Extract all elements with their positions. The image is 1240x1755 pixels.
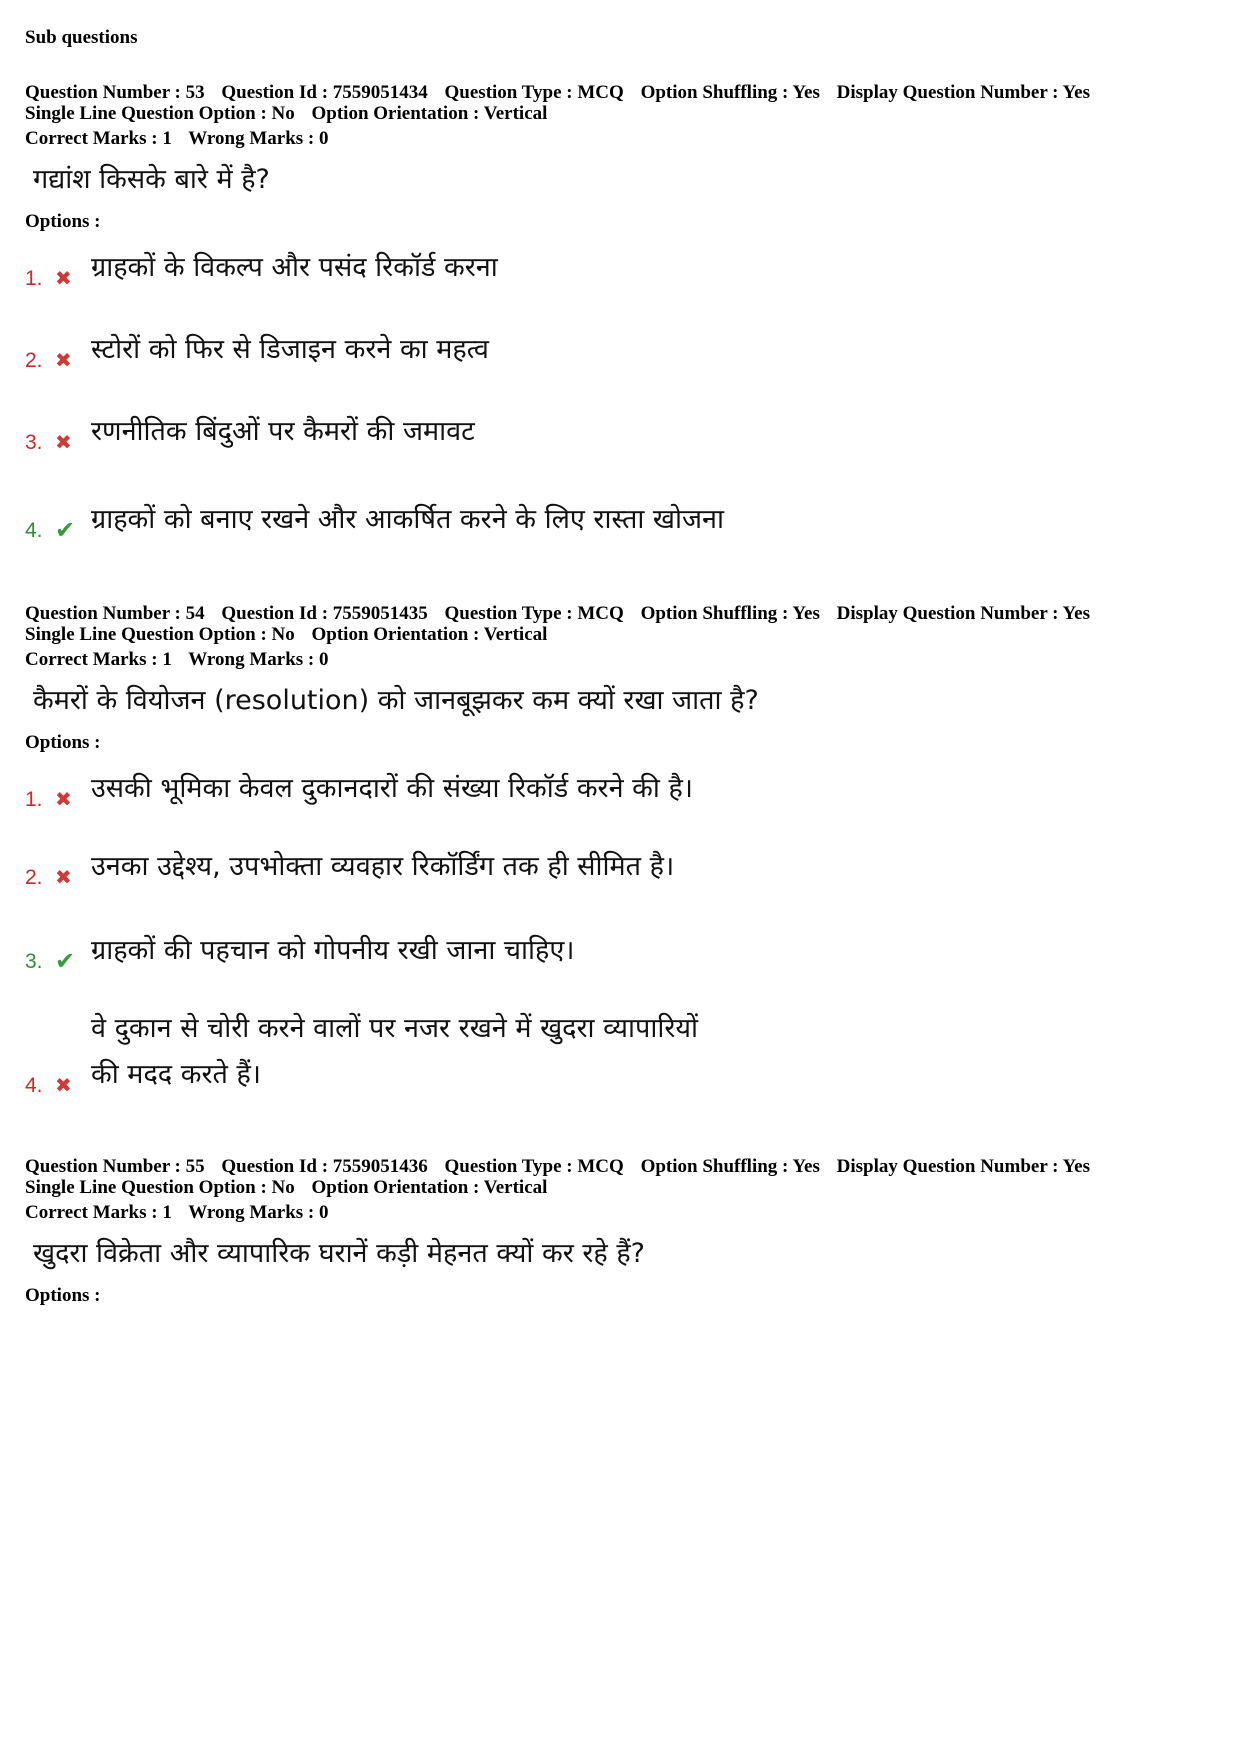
question-marks-line xyxy=(25,1202,1215,1223)
meta-orientation: Option Orientation : Vertical xyxy=(311,624,548,645)
option-number: 3. xyxy=(25,950,43,973)
option-2 xyxy=(25,844,1215,892)
check-icon: ✔ xyxy=(55,518,76,544)
question-54 xyxy=(25,603,1215,1100)
question-text: खुदरा विक्रेता और व्यापारिक घरानें कड़ी मेहनत क्यों कर रहे हैं? xyxy=(33,1238,645,1269)
option-number: 4. xyxy=(25,519,43,542)
meta-single-line: Single Line Question Option : No xyxy=(25,1177,295,1198)
question-53 xyxy=(25,82,1215,545)
meta-display-number: Display Question Number : Yes xyxy=(836,82,1090,103)
cross-icon: ✖ xyxy=(55,350,72,372)
cross-icon: ✖ xyxy=(55,432,72,454)
option-4 xyxy=(25,497,1215,545)
option-text: वे दुकान से चोरी करने वालों पर नजर रखने में खुदरा व्यापारियों की मदद करते हैं। xyxy=(91,1013,699,1090)
check-icon: ✔ xyxy=(55,949,76,975)
question-meta-line xyxy=(25,103,1215,124)
option-1 xyxy=(25,245,1215,293)
option-text: ग्राहकों को बनाए रखने और आकर्षित करने के लिए रास्ता खोजना xyxy=(91,504,725,535)
document-page xyxy=(25,24,1215,1319)
question-meta-line xyxy=(25,1156,1215,1177)
question-marks-line xyxy=(25,649,1215,670)
option-text: उनका उद्देश्य, उपभोक्ता व्यवहार रिकॉर्डिंग तक ही सीमित है। xyxy=(91,851,675,882)
question-text: गद्यांश किसके बारे में है? xyxy=(33,164,270,195)
meta-question-id: Question Id : 7559051434 xyxy=(221,82,428,103)
meta-question-type: Question Type : MCQ xyxy=(444,82,624,103)
meta-correct-marks: Correct Marks : 1 xyxy=(25,649,172,670)
meta-single-line: Single Line Question Option : No xyxy=(25,103,295,124)
meta-question-type: Question Type : MCQ xyxy=(444,603,624,624)
option-text: ग्राहकों के विकल्प और पसंद रिकॉर्ड करना xyxy=(91,252,498,283)
option-text: स्टोरों को फिर से डिजाइन करने का महत्व xyxy=(91,334,489,365)
options-label: Options : xyxy=(25,732,101,753)
options-label: Options : xyxy=(25,1285,101,1306)
section-title: Sub questions xyxy=(25,27,138,48)
meta-display-number: Display Question Number : Yes xyxy=(836,1156,1090,1177)
meta-question-number: Question Number : 55 xyxy=(25,1156,205,1177)
question-55 xyxy=(25,1156,1215,1309)
question-meta-line xyxy=(25,1177,1215,1198)
option-3 xyxy=(25,409,1215,457)
option-number: 4. xyxy=(25,1074,43,1097)
option-text: उसकी भूमिका केवल दुकानदारों की संख्या रिकॉर्ड करने की है। xyxy=(91,773,694,804)
meta-option-shuffling: Option Shuffling : Yes xyxy=(640,82,820,103)
cross-icon: ✖ xyxy=(55,268,72,290)
question-text: कैमरों के वियोजन (resolution) को जानबूझकर कम क्यों रखा जाता है? xyxy=(33,685,759,716)
option-number: 1. xyxy=(25,267,43,290)
cross-icon: ✖ xyxy=(55,789,72,811)
meta-wrong-marks: Wrong Marks : 0 xyxy=(188,1202,329,1223)
option-number: 3. xyxy=(25,431,43,454)
meta-single-line: Single Line Question Option : No xyxy=(25,624,295,645)
options-label: Options : xyxy=(25,211,101,232)
option-text: रणनीतिक बिंदुओं पर कैमरों की जमावट xyxy=(91,416,475,447)
meta-correct-marks: Correct Marks : 1 xyxy=(25,128,172,149)
cross-icon: ✖ xyxy=(55,867,72,889)
meta-option-shuffling: Option Shuffling : Yes xyxy=(640,1156,820,1177)
meta-question-type: Question Type : MCQ xyxy=(444,1156,624,1177)
option-number: 1. xyxy=(25,788,43,811)
cross-icon: ✖ xyxy=(55,1075,72,1097)
meta-question-number: Question Number : 54 xyxy=(25,603,205,624)
meta-orientation: Option Orientation : Vertical xyxy=(311,1177,548,1198)
meta-question-number: Question Number : 53 xyxy=(25,82,205,103)
meta-option-shuffling: Option Shuffling : Yes xyxy=(640,603,820,624)
question-meta-line xyxy=(25,82,1215,103)
meta-orientation: Option Orientation : Vertical xyxy=(311,103,548,124)
option-3 xyxy=(25,928,1215,976)
meta-display-number: Display Question Number : Yes xyxy=(836,603,1090,624)
question-marks-line xyxy=(25,128,1215,149)
question-meta-line xyxy=(25,624,1215,645)
option-1 xyxy=(25,766,1215,814)
option-2 xyxy=(25,327,1215,375)
option-text: ग्राहकों की पहचान को गोपनीय रखी जाना चाहिए। xyxy=(91,935,575,966)
meta-question-id: Question Id : 7559051436 xyxy=(221,1156,428,1177)
meta-correct-marks: Correct Marks : 1 xyxy=(25,1202,172,1223)
meta-question-id: Question Id : 7559051435 xyxy=(221,603,428,624)
option-number: 2. xyxy=(25,349,43,372)
option-number: 2. xyxy=(25,866,43,889)
meta-wrong-marks: Wrong Marks : 0 xyxy=(188,649,329,670)
meta-wrong-marks: Wrong Marks : 0 xyxy=(188,128,329,149)
option-4 xyxy=(25,1006,1215,1100)
question-meta-line xyxy=(25,603,1215,624)
